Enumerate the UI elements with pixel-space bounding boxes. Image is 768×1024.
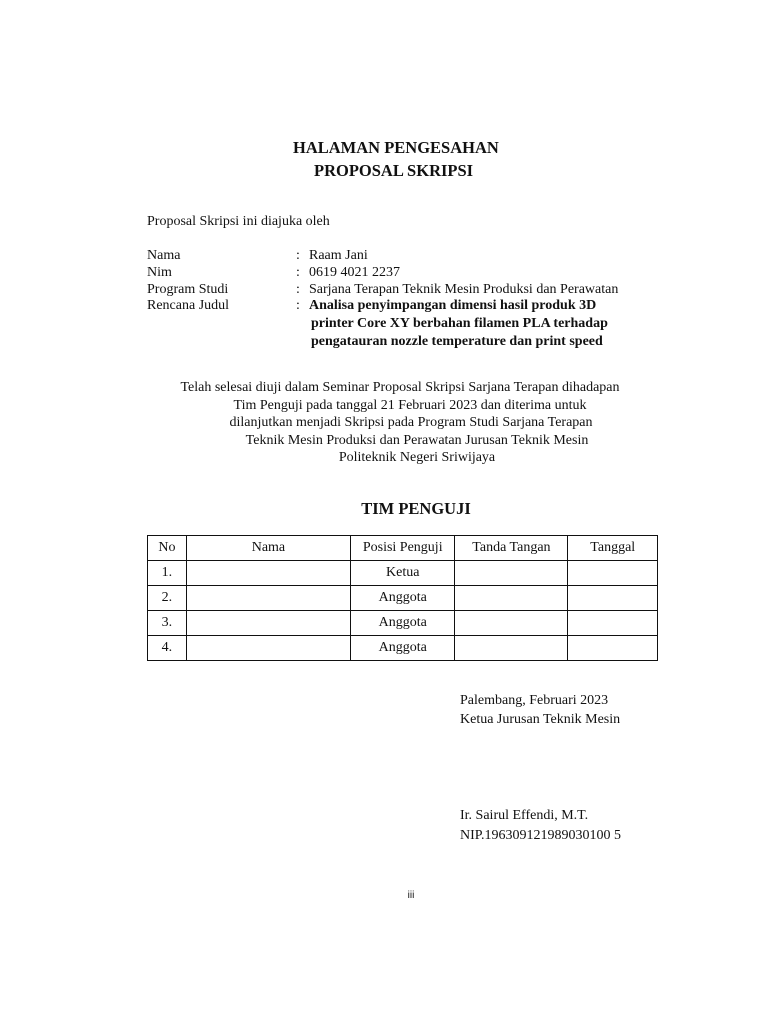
column-header-tanggal: Tanggal bbox=[568, 536, 658, 561]
examiner-table bbox=[147, 535, 658, 661]
paragraph-line-1: Telah selesai diuji dalam Seminar Proposal Skripsi Sarjana Terapan dihadapan bbox=[180, 380, 620, 395]
column-header-tanda-tangan: Tanda Tangan bbox=[455, 536, 568, 561]
field-colon-rencana-judul: : bbox=[296, 298, 300, 313]
judul-line-2: printer Core XY berbahan filamen PLA terhadap bbox=[311, 316, 608, 331]
column-header-posisi: Posisi Penguji bbox=[351, 536, 455, 561]
field-label-nim: Nim bbox=[147, 265, 172, 280]
cell-tanggal bbox=[568, 611, 658, 636]
cell-tanggal bbox=[568, 636, 658, 661]
cell-nama bbox=[186, 636, 350, 661]
field-colon-program-studi: : bbox=[296, 282, 300, 297]
paragraph-line-3: dilanjutkan menjadi Skripsi pada Program Studi Sarjana Terapan bbox=[229, 415, 593, 430]
cell-posisi: Ketua bbox=[351, 561, 455, 586]
table-row bbox=[148, 561, 658, 586]
page-number: iii bbox=[407, 890, 415, 901]
cell-nama bbox=[186, 561, 350, 586]
field-label-nama: Nama bbox=[147, 248, 181, 263]
cell-tanda-tangan bbox=[455, 611, 568, 636]
field-value-program-studi: Sarjana Terapan Teknik Mesin Produksi dan Perawatan bbox=[309, 282, 619, 297]
field-label-program-studi: Program Studi bbox=[147, 282, 229, 297]
field-value-nama: Raam Jani bbox=[309, 248, 368, 263]
field-colon-nama: : bbox=[296, 248, 300, 263]
cell-tanda-tangan bbox=[455, 561, 568, 586]
cell-tanggal bbox=[568, 561, 658, 586]
column-header-nama: Nama bbox=[186, 536, 350, 561]
cell-nama bbox=[186, 586, 350, 611]
cell-no: 1. bbox=[148, 561, 187, 586]
paragraph-line-2: Tim Penguji pada tanggal 21 Februari 2023 dan diterima untuk bbox=[233, 398, 587, 413]
signature-nip: NIP.196309121989030100 5 bbox=[460, 828, 622, 843]
cell-nama bbox=[186, 611, 350, 636]
cell-posisi: Anggota bbox=[351, 611, 455, 636]
signature-name: Ir. Sairul Effendi, M.T. bbox=[460, 808, 589, 823]
judul-line-3: pengatauran nozzle temperature dan print speed bbox=[311, 334, 603, 349]
table-row bbox=[148, 586, 658, 611]
intro-text: Proposal Skripsi ini diajuka oleh bbox=[147, 214, 330, 229]
signature-role: Ketua Jurusan Teknik Mesin bbox=[460, 712, 621, 727]
cell-no: 2. bbox=[148, 586, 187, 611]
cell-tanda-tangan bbox=[455, 586, 568, 611]
table-header-row bbox=[148, 536, 658, 561]
section-title-tim-penguji: TIM PENGUJI bbox=[361, 499, 471, 518]
cell-posisi: Anggota bbox=[351, 586, 455, 611]
table-row bbox=[148, 636, 658, 661]
paragraph-line-5: Politeknik Negeri Sriwijaya bbox=[338, 450, 496, 465]
field-colon-nim: : bbox=[296, 265, 300, 280]
signature-place-date: Palembang, Februari 2023 bbox=[460, 693, 609, 708]
title-line-2: PROPOSAL SKRIPSI bbox=[314, 161, 474, 180]
cell-no: 3. bbox=[148, 611, 187, 636]
field-label-rencana-judul: Rencana Judul bbox=[147, 298, 230, 313]
judul-line-1: Analisa penyimpangan dimensi hasil produk 3D bbox=[309, 298, 597, 313]
cell-posisi: Anggota bbox=[351, 636, 455, 661]
cell-no: 4. bbox=[148, 636, 187, 661]
title-line-1: HALAMAN PENGESAHAN bbox=[293, 138, 499, 157]
paragraph-line-4: Teknik Mesin Produksi dan Perawatan Jurusan Teknik Mesin bbox=[245, 433, 589, 448]
field-value-nim: 0619 4021 2237 bbox=[309, 265, 400, 280]
column-header-no: No bbox=[148, 536, 187, 561]
cell-tanda-tangan bbox=[455, 636, 568, 661]
cell-tanggal bbox=[568, 586, 658, 611]
table-row bbox=[148, 611, 658, 636]
